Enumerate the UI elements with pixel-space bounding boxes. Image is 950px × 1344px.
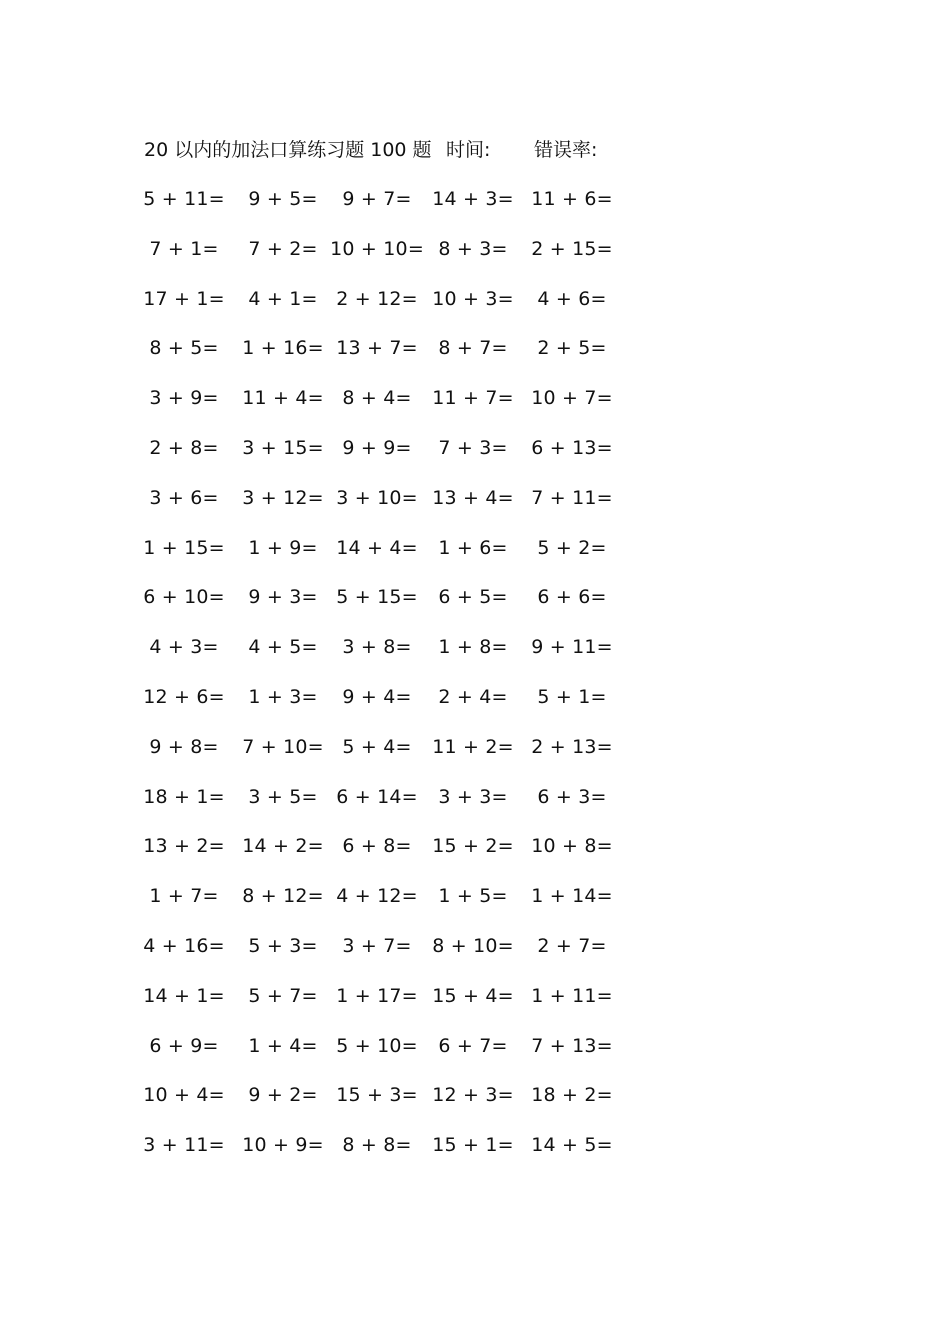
problem-r13-c4: 3 + 3= <box>438 785 508 808</box>
problem-r3-c5: 4 + 6= <box>537 287 607 310</box>
problem-r16-c3: 3 + 7= <box>342 935 412 957</box>
problem-r7-c5: 7 + 11= <box>531 486 613 509</box>
problem-r2-c3: 10 + 10= <box>330 237 424 260</box>
problem-r19-c2: 9 + 2= <box>248 1084 318 1107</box>
problem-r4-c5: 2 + 5= <box>537 337 607 360</box>
problem-r7-c3: 3 + 10= <box>336 486 418 509</box>
problem-r14-c3: 6 + 8= <box>342 835 412 858</box>
problem-r2-c5: 2 + 15= <box>531 237 613 260</box>
problem-r11-c4: 2 + 4= <box>438 686 508 708</box>
problem-r8-c3: 14 + 4= <box>336 536 418 559</box>
problem-r8-c2: 1 + 9= <box>248 536 318 559</box>
problem-r8-c1: 1 + 15= <box>143 536 225 559</box>
problem-r15-c4: 1 + 5= <box>438 885 508 908</box>
problem-r14-c5: 10 + 8= <box>531 835 613 858</box>
problem-r15-c5: 1 + 14= <box>531 885 613 908</box>
worksheet-title: 20 以内的加法口算练习题 100 题 <box>144 139 432 161</box>
problem-r18-c1: 6 + 9= <box>149 1034 219 1057</box>
problem-r5-c3: 8 + 4= <box>342 387 412 410</box>
problem-r4-c3: 13 + 7= <box>336 337 418 360</box>
problem-r4-c4: 8 + 7= <box>438 337 508 360</box>
problem-r14-c1: 13 + 2= <box>143 835 225 858</box>
problem-r2-c2: 7 + 2= <box>248 237 318 260</box>
problem-r4-c1: 8 + 5= <box>149 337 219 360</box>
problem-r2-c1: 7 + 1= <box>149 237 219 260</box>
problem-r6-c5: 6 + 13= <box>531 437 613 459</box>
problem-r15-c1: 1 + 7= <box>149 885 219 908</box>
problem-r20-c3: 8 + 8= <box>342 1134 412 1157</box>
problem-r1-c2: 9 + 5= <box>248 188 318 210</box>
error-rate-label: 错误率: <box>534 139 598 161</box>
problem-r17-c1: 14 + 1= <box>143 984 225 1007</box>
problem-r3-c3: 2 + 12= <box>336 287 418 310</box>
problem-r9-c4: 6 + 5= <box>438 586 508 609</box>
problem-r9-c1: 6 + 10= <box>143 586 225 609</box>
problem-r10-c1: 4 + 3= <box>149 636 219 659</box>
problem-r9-c5: 6 + 6= <box>537 586 607 609</box>
problem-r1-c4: 14 + 3= <box>432 188 514 210</box>
problem-r6-c3: 9 + 9= <box>342 437 412 459</box>
problem-r13-c5: 6 + 3= <box>537 785 607 808</box>
problem-r5-c5: 10 + 7= <box>531 387 613 410</box>
problem-r6-c1: 2 + 8= <box>149 437 219 459</box>
problem-r9-c3: 5 + 15= <box>336 586 418 609</box>
problem-r2-c4: 8 + 3= <box>438 237 508 260</box>
problem-r8-c5: 5 + 2= <box>537 536 607 559</box>
problem-r6-c4: 7 + 3= <box>438 437 508 459</box>
problem-r18-c2: 1 + 4= <box>248 1034 318 1057</box>
problem-r14-c2: 14 + 2= <box>242 835 324 858</box>
problem-r6-c2: 3 + 15= <box>242 437 324 459</box>
problem-r1-c5: 11 + 6= <box>531 188 613 210</box>
problem-r14-c4: 15 + 2= <box>432 835 514 858</box>
problem-r20-c1: 3 + 11= <box>143 1134 225 1157</box>
problem-r10-c5: 9 + 11= <box>531 636 613 659</box>
problem-r12-c1: 9 + 8= <box>149 735 219 758</box>
problem-r16-c1: 4 + 16= <box>143 935 225 957</box>
problem-r20-c5: 14 + 5= <box>531 1134 613 1157</box>
problem-r15-c2: 8 + 12= <box>242 885 324 908</box>
problem-r11-c5: 5 + 1= <box>537 686 607 708</box>
problem-r7-c2: 3 + 12= <box>242 486 324 509</box>
problem-r18-c3: 5 + 10= <box>336 1034 418 1057</box>
problem-r7-c1: 3 + 6= <box>149 486 219 509</box>
problem-r19-c5: 18 + 2= <box>531 1084 613 1107</box>
problem-r5-c2: 11 + 4= <box>242 387 324 410</box>
problem-r10-c3: 3 + 8= <box>342 636 412 659</box>
problem-r17-c4: 15 + 4= <box>432 984 514 1007</box>
problem-r3-c1: 17 + 1= <box>143 287 225 310</box>
problem-r16-c4: 8 + 10= <box>432 935 514 957</box>
problem-r20-c4: 15 + 1= <box>432 1134 514 1157</box>
problem-r12-c2: 7 + 10= <box>242 735 324 758</box>
problem-r19-c1: 10 + 4= <box>143 1084 225 1107</box>
problem-r13-c3: 6 + 14= <box>336 785 418 808</box>
problem-r4-c2: 1 + 16= <box>242 337 324 360</box>
problem-r10-c4: 1 + 8= <box>438 636 508 659</box>
problem-r19-c3: 15 + 3= <box>336 1084 418 1107</box>
problem-r11-c1: 12 + 6= <box>143 686 225 708</box>
problem-r3-c2: 4 + 1= <box>248 287 318 310</box>
problem-r8-c4: 1 + 6= <box>438 536 508 559</box>
problem-r16-c2: 5 + 3= <box>248 935 318 957</box>
problem-r17-c2: 5 + 7= <box>248 984 318 1007</box>
problem-r17-c5: 1 + 11= <box>531 984 613 1007</box>
problem-r19-c4: 12 + 3= <box>432 1084 514 1107</box>
problem-r13-c2: 3 + 5= <box>248 785 318 808</box>
problem-r16-c5: 2 + 7= <box>537 935 607 957</box>
problem-r18-c4: 6 + 7= <box>438 1034 508 1057</box>
problem-r12-c3: 5 + 4= <box>342 735 412 758</box>
problem-r11-c2: 1 + 3= <box>248 686 318 708</box>
problem-r1-c3: 9 + 7= <box>342 188 412 210</box>
problem-r15-c3: 4 + 12= <box>336 885 418 908</box>
problem-r20-c2: 10 + 9= <box>242 1134 324 1157</box>
problem-r5-c1: 3 + 9= <box>149 387 219 410</box>
problem-r11-c3: 9 + 4= <box>342 686 412 708</box>
problem-r9-c2: 9 + 3= <box>248 586 318 609</box>
problem-r3-c4: 10 + 3= <box>432 287 514 310</box>
problem-r12-c4: 11 + 2= <box>432 735 514 758</box>
problem-r18-c5: 7 + 13= <box>531 1034 613 1057</box>
time-label: 时间: <box>446 139 491 161</box>
problem-r10-c2: 4 + 5= <box>248 636 318 659</box>
problem-r13-c1: 18 + 1= <box>143 785 225 808</box>
problem-r12-c5: 2 + 13= <box>531 735 613 758</box>
problem-r1-c1: 5 + 11= <box>143 188 225 210</box>
problem-r17-c3: 1 + 17= <box>336 984 418 1007</box>
problem-r7-c4: 13 + 4= <box>432 486 514 509</box>
problem-r5-c4: 11 + 7= <box>432 387 514 410</box>
